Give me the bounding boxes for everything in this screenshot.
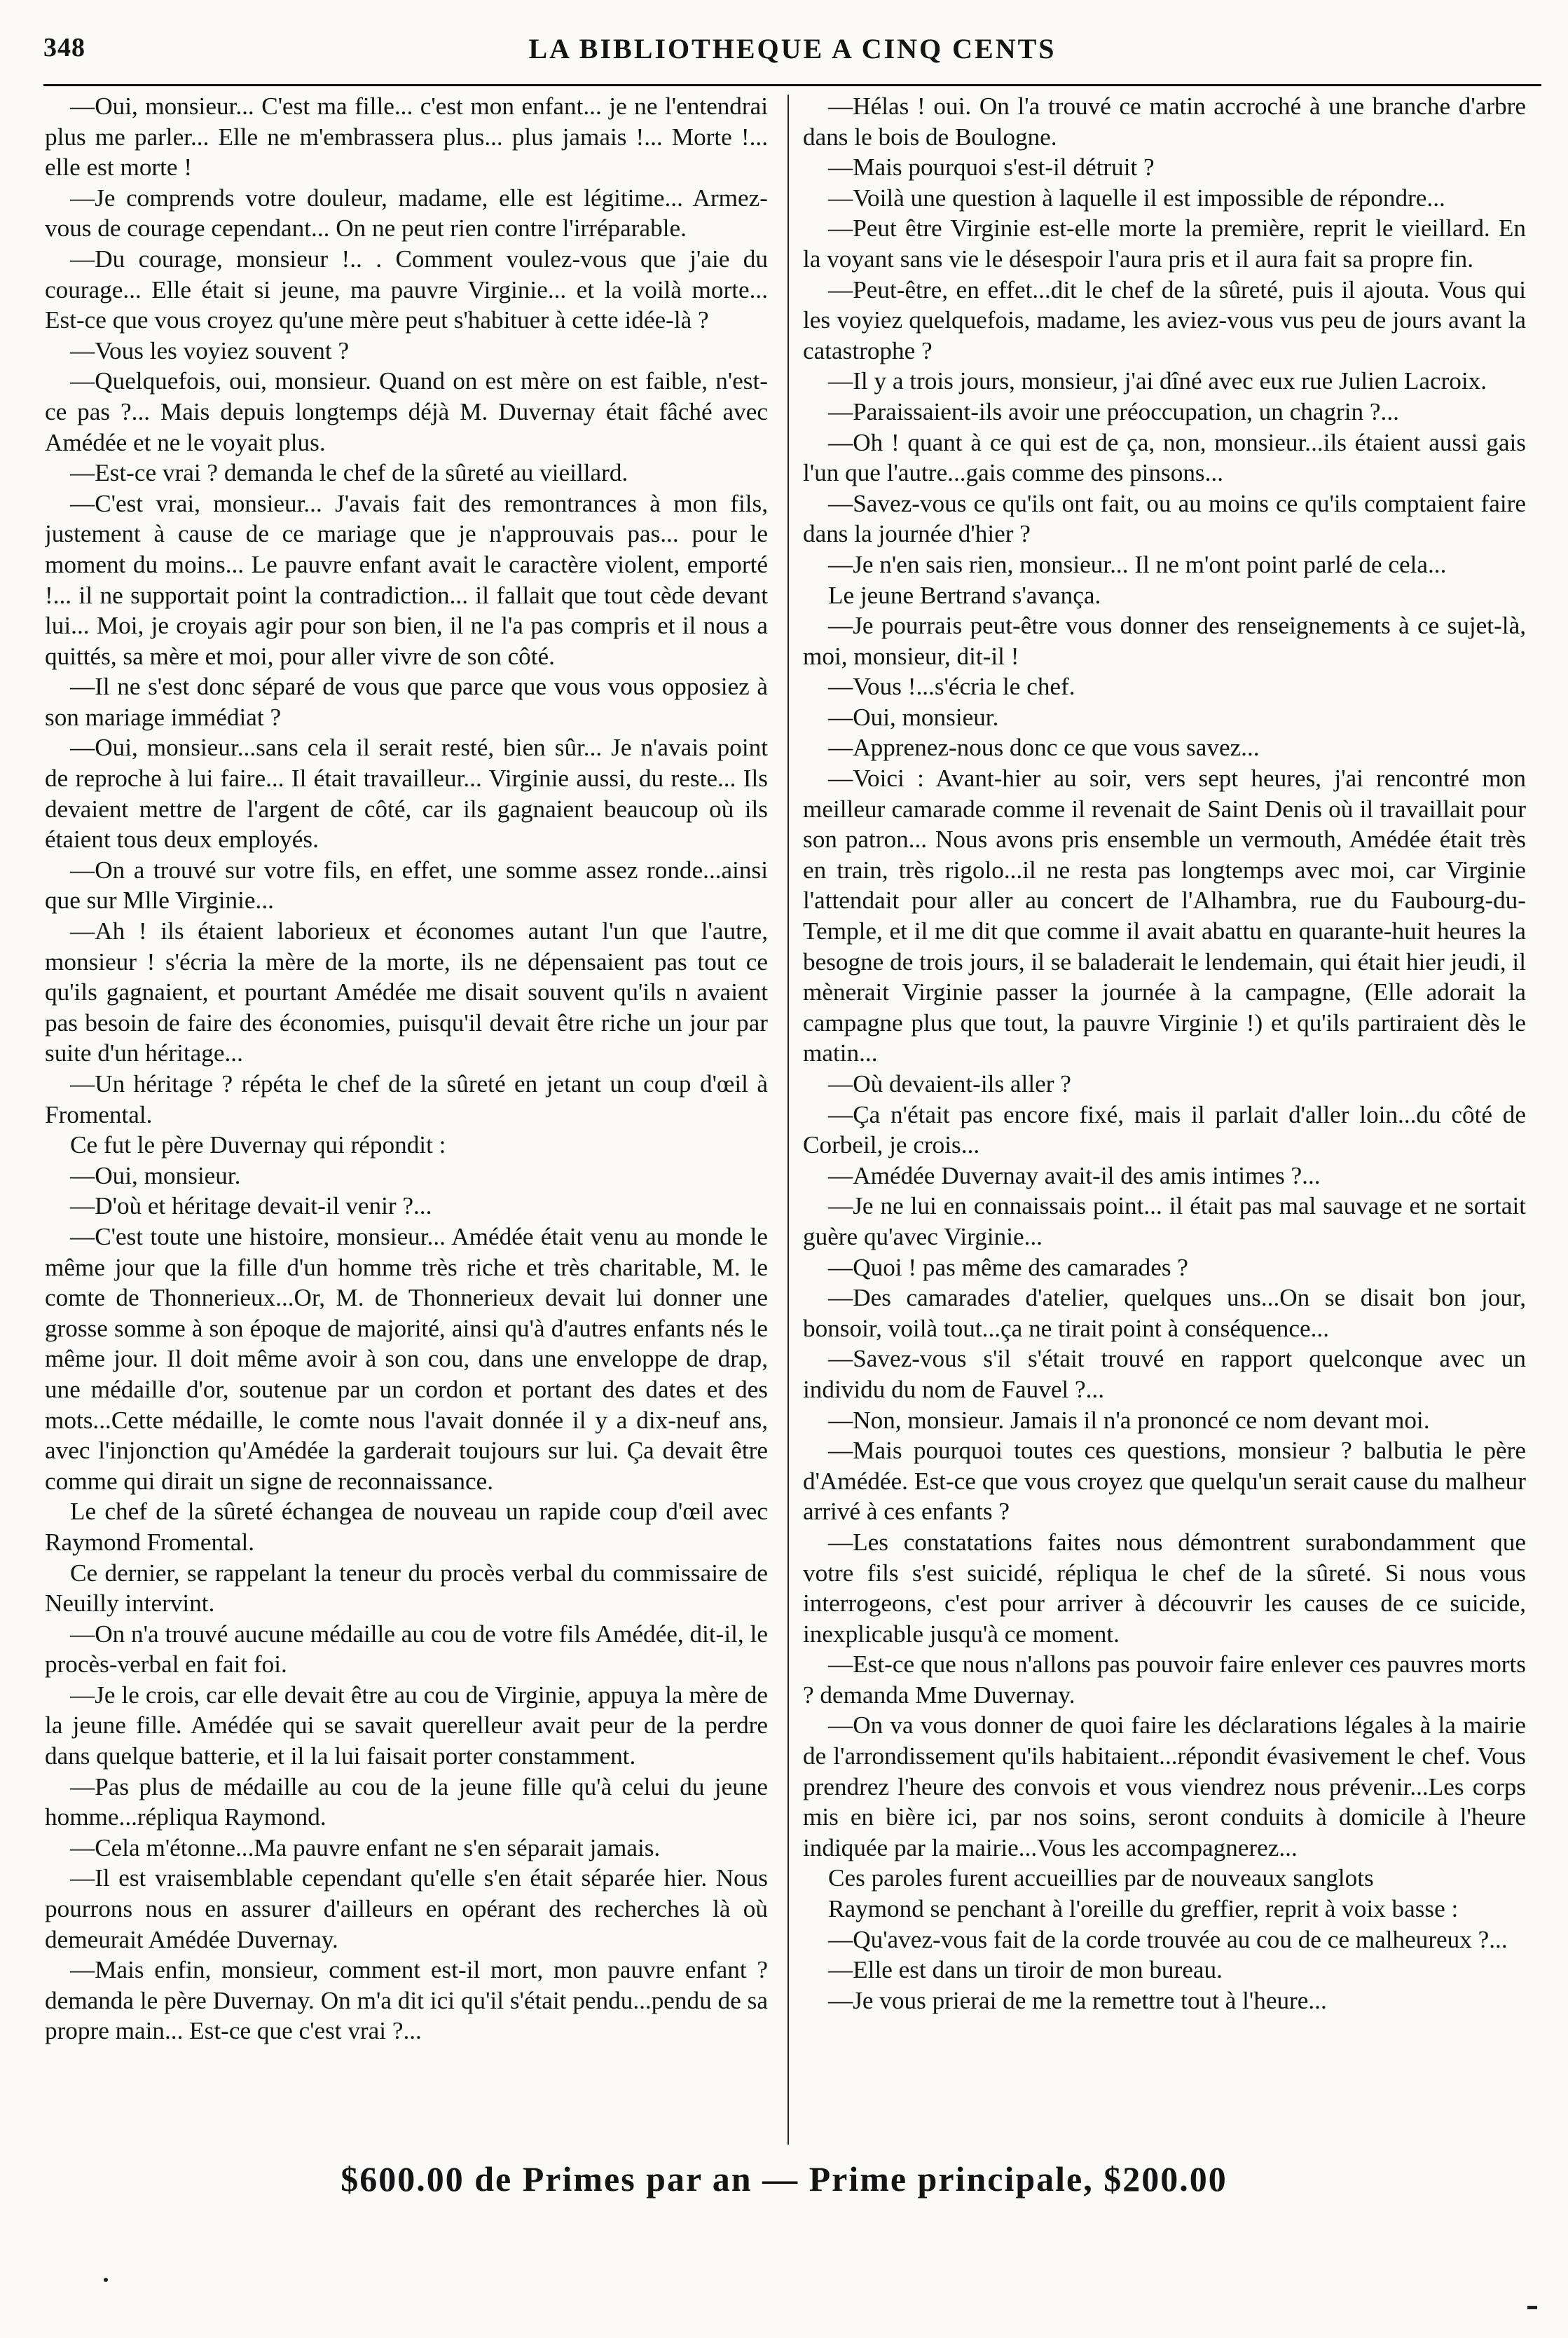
paragraph: —On n'a trouvé aucune médaille au cou de votre fils Amédée, dit-il, le procès-verbal en fait foi.: [45, 1620, 768, 1679]
paragraph: —Pas plus de médaille au cou de la jeune fille qu'à celui du jeune homme...répliqua Raymond.: [45, 1772, 768, 1831]
left-column: [45, 91, 768, 2145]
right-column: [803, 91, 1526, 2145]
paragraph: Ce fut le père Duvernay qui répondit :: [70, 1131, 446, 1159]
paragraph: —Du courage, monsieur !.. . Comment voulez-vous que j'aie du courage... Elle était si jeune, ma pauvre Virginie... et la voilà morte... Est-ce que vous croyez qu'une mère peut s'habituer à cette idée-là ?: [45, 245, 768, 334]
paragraph: —Il y a trois jours, monsieur, j'ai dîné avec eux rue Julien Lacroix.: [828, 367, 1487, 395]
paragraph: —Est-ce vrai ? demanda le chef de la sûreté au vieillard.: [70, 459, 628, 487]
paragraph: —Oui, monsieur.: [828, 703, 999, 731]
paragraph: —Ah ! ils étaient laborieux et économes autant l'un que l'autre, monsieur ! s'écria la mère de la morte, ils ne dépensaient pas tout ce qu'ils gagnaient, et pourtant Amédée me disait souvent qu'ils n avaient pas besoin de faire des économies, puisqu'il devait être riche un jour par suite d'un héritage...: [45, 917, 768, 1067]
paragraph: —Elle est dans un tiroir de mon bureau.: [828, 1956, 1223, 1984]
paragraph: —Oui, monsieur... C'est ma fille... c'est mon enfant... je ne l'entendrai plus me parler... Elle ne m'embrassera plus... plus jamais !... Morte !... elle est morte !: [45, 93, 768, 182]
paragraph: —Amédée Duvernay avait-il des amis intimes ?...: [828, 1161, 1321, 1189]
paragraph: —Voici : Avant-hier au soir, vers sept heures, j'ai rencontré mon meilleur camarade comme il revenait de Saint Denis où il travaillait pour son patron... Nous avons pris ensemble un vermouth, Amédée était très en train, très rigolo...il ne resta pas longtemps avec moi, car Virginie l'attendait pour aller au concert de l'Alhambra, rue du Faubourg-du-Temple, et il me dit que comme il avait abattu en quarante-huit heures la besogne de trois jours, il se baladerait le lendemain, qui était hier jeudi, il mènerait Virginie passer la journée à la campagne, (Elle adorait la campagne plus que tout, la pauvre Virginie !) et qu'ils partiraient dès le matin...: [803, 765, 1526, 1067]
paragraph: —Hélas ! oui. On l'a trouvé ce matin accroché à une branche d'arbre dans le bois de Boulogne.: [803, 93, 1526, 151]
paragraph: —Il est vraisemblable cependant qu'elle s'en était séparée hier. Nous pourrons nous en assurer d'ailleurs en opérant des recherches là où demeurait Amédée Duvernay.: [45, 1864, 768, 1953]
paragraph: Raymond se penchant à l'oreille du greffier, reprit à voix basse :: [828, 1895, 1459, 1923]
paragraph: —Je vous prierai de me la remettre tout à l'heure...: [828, 1986, 1327, 2014]
paragraph: —Ça n'était pas encore fixé, mais il parlait d'aller loin...du côté de Corbeil, je crois...: [803, 1100, 1526, 1159]
paragraph: —Je pourrais peut-être vous donner des renseignements à ce sujet-là, moi, monsieur, dit-il !: [803, 612, 1526, 670]
paragraph: —Quoi ! pas même des camarades ?: [828, 1253, 1188, 1281]
column-divider: [788, 95, 789, 2145]
paragraph: —Non, monsieur. Jamais il n'a prononcé ce nom devant moi.: [828, 1406, 1430, 1434]
paragraph: —Peut-être, en effet...dit le chef de la sûreté, puis il ajouta. Vous qui les voyiez quelquefois, madame, les aviez-vous vus peu de jours avant la catastrophe ?: [803, 275, 1526, 364]
paragraph: —Paraissaient-ils avoir une préoccupation, un chagrin ?...: [828, 397, 1399, 425]
paragraph: —Savez-vous s'il s'était trouvé en rapport quelconque avec un individu du nom de Fauvel ?...: [803, 1345, 1526, 1403]
paragraph: —Vous les voyiez souvent ?: [70, 336, 350, 364]
paragraph: —Je n'en sais rien, monsieur... Il ne m'ont point parlé de cela...: [828, 550, 1447, 578]
paragraph: —C'est toute une histoire, monsieur... Amédée était venu au monde le même jour que la fille d'un homme très riche et très charitable, M. le comte de Thonnerieux...Or, M. de Thonnerieux devait lui donner une grosse somme à son époque de majorité, ainsi qu'à d'autres enfants nés le même jour. Il doit même avoir à son cou, dans une enveloppe de drap, une médaille d'or, soutenue par un cordon et portant des dates et des mots...Cette médaille, le comte nous l'avait donnée il y a dix-neuf ans, avec l'injonction qu'Amédée la garderait toujours sur lui. Ça devait être comme qui dirait un signe de reconnaissance.: [45, 1222, 768, 1495]
paragraph: —On a trouvé sur votre fils, en effet, une somme assez ronde...ainsi que sur Mlle Virginie...: [45, 856, 768, 915]
page-header: [43, 29, 1541, 76]
paragraph: —Je ne lui en connaissais point... il était pas mal sauvage et ne sortait guère qu'avec Virginie...: [803, 1192, 1526, 1250]
paragraph: —Je comprends votre douleur, madame, elle est légitime... Armez-vous de courage cependant... On ne peut rien contre l'irréparable.: [45, 184, 768, 242]
paragraph: —Qu'avez-vous fait de la corde trouvée au cou de ce malheureux ?...: [828, 1925, 1508, 1953]
paragraph: —Apprenez-nous donc ce que vous savez...: [828, 734, 1260, 762]
paragraph: —Oui, monsieur...sans cela il serait resté, bien sûr... Je n'avais point de reproche à lui faire... Il était travailleur... Virginie aussi, du reste... Ils devaient mettre de l'argent de côté, car ils gagnaient beaucoup où ils étaient tous deux employés.: [45, 734, 768, 854]
paragraph: —Est-ce que nous n'allons pas pouvoir faire enlever ces pauvres morts ? demanda Mme Duvernay.: [803, 1650, 1526, 1709]
paragraph: —Un héritage ? répéta le chef de la sûreté en jetant un coup d'œil à Fromental.: [45, 1070, 768, 1128]
paragraph: —Les constatations faites nous démontrent surabondamment que votre fils s'est suicidé, répliqua le chef de la sûreté. Si nous vous interrogeons, c'est pour arriver à découvrir les causes de ce suicide, inexplicable jusqu'à ce moment.: [803, 1528, 1526, 1648]
paragraph: —Je le crois, car elle devait être au cou de Virginie, appuya la mère de la jeune fille. Amédée qui se savait querelleur avait peur de la perdre dans quelque batterie, et il la lui faisait porter constamment.: [45, 1681, 768, 1770]
paragraph: Ces paroles furent accueillies par de nouveaux sanglots: [828, 1864, 1374, 1892]
paragraph: —Des camarades d'atelier, quelques uns...On se disait bon jour, bonsoir, voilà tout...ça ne tirait point à conséquence...: [803, 1284, 1526, 1342]
paragraph: —Oh ! quant à ce qui est de ça, non, monsieur...ils étaient aussi gais l'un que l'autre...gais comme des pinsons...: [803, 428, 1526, 487]
paragraph: —C'est vrai, monsieur... J'avais fait des remontrances à mon fils, justement à cause de ce mariage que je n'approuvais pas... pour le moment du moins... Le pauvre enfant avait le caractère violent, emporté !... il ne supportait point la contradiction... il fallait que tout cède devant lui... Moi, je croyais agir pour son bien, il ne l'a pas compris et il nous a quittés, sa mère et moi, pour aller vivre de son côté.: [45, 489, 768, 670]
paragraph: —Vous !...s'écria le chef.: [828, 673, 1075, 701]
paragraph: Le chef de la sûreté échangea de nouveau un rapide coup d'œil avec Raymond Fromental.: [45, 1498, 768, 1556]
paragraph: —Oui, monsieur.: [70, 1161, 241, 1189]
paragraph: —Mais enfin, monsieur, comment est-il mort, mon pauvre enfant ? demanda le père Duvernay. On m'a dit ici qu'il s'était pendu...pendu de sa propre main... Est-ce que c'est vrai ?...: [45, 1956, 768, 2045]
paragraph: —Savez-vous ce qu'ils ont fait, ou au moins ce qu'ils comptaient faire dans la journée d'hier ?: [803, 489, 1526, 548]
page-number: 348: [43, 33, 85, 62]
paragraph: —Où devaient-ils aller ?: [828, 1070, 1071, 1098]
running-title: LA BIBLIOTHEQUE A CINQ CENTS: [528, 33, 1057, 64]
print-speck: [104, 2278, 108, 2282]
footer-banner: $600.00 de Primes par an — Prime principale, $200.00: [341, 2159, 1227, 2199]
paragraph: —Mais pourquoi s'est-il détruit ?: [828, 153, 1155, 182]
paragraph: —Il ne s'est donc séparé de vous que parce que vous vous opposiez à son mariage immédiat ?: [45, 673, 768, 731]
paragraph: —D'où et héritage devait-il venir ?...: [70, 1192, 432, 1220]
print-speck: [1527, 2306, 1537, 2309]
paragraph: —Voilà une question à laquelle il est impossible de répondre...: [828, 184, 1445, 212]
paragraph: —Cela m'étonne...Ma pauvre enfant ne s'en séparait jamais.: [70, 1833, 661, 1861]
paragraph: —Mais pourquoi toutes ces questions, monsieur ? balbutia le père d'Amédée. Est-ce que vous croyez que quelqu'un serait cause du malheur arrivé à ces enfants ?: [803, 1437, 1526, 1526]
paragraph: —Quelquefois, oui, monsieur. Quand on est mère on est faible, n'est-ce pas ?... Mais depuis longtemps déjà M. Duvernay était fâché avec Amédée et ne le voyait plus.: [45, 367, 768, 456]
paragraph: —On va vous donner de quoi faire les déclarations légales à la mairie de l'arrondissement qu'ils habitaient...répondit évasivement le chef. Vous prendrez l'heure des convois et vous viendrez nous prévenir...Les corps mis en bière ici, par nos soins, seront conduits à domicile à l'heure indiquée par la mairie...Vous les accompagnerez...: [803, 1711, 1526, 1861]
header-rule: [43, 84, 1541, 86]
paragraph: Le jeune Bertrand s'avança.: [828, 581, 1101, 609]
paragraph: —Peut être Virginie est-elle morte la première, reprit le vieillard. En la voyant sans vie le désespoir l'aura pris et il aura fait sa propre fin.: [803, 214, 1526, 273]
paragraph: Ce dernier, se rappelant la teneur du procès verbal du commissaire de Neuilly intervint.: [45, 1559, 768, 1618]
